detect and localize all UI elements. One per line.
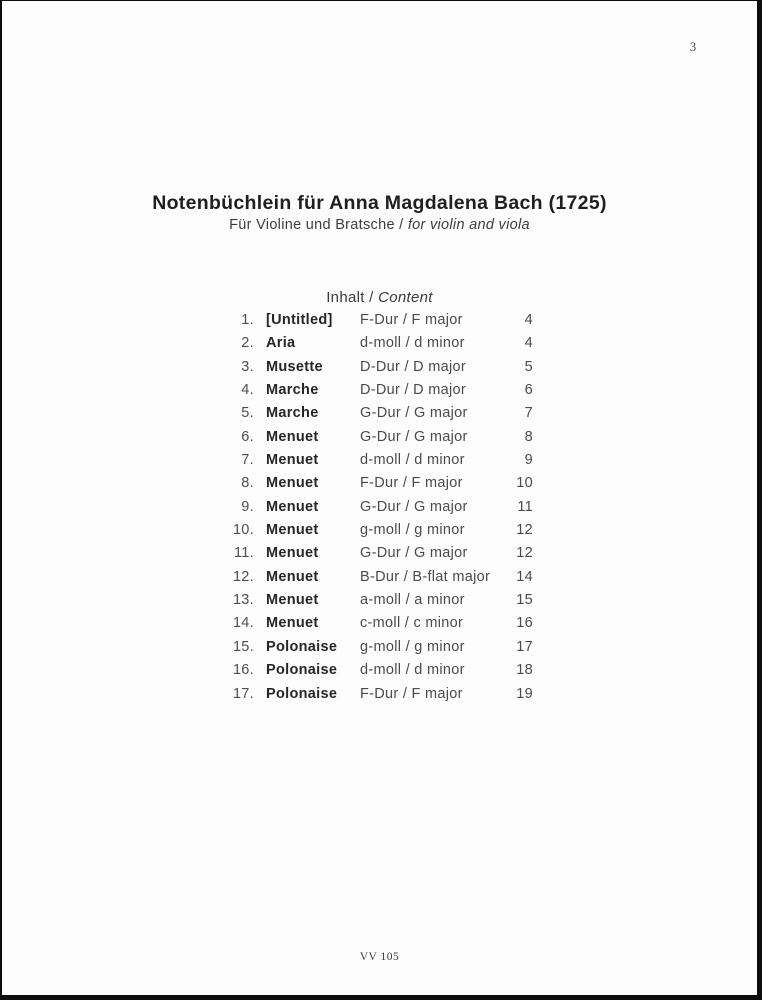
- row-page-number: 8: [524, 428, 533, 445]
- table-row: [2, 309, 757, 332]
- row-piece-title: Menuet: [266, 522, 319, 539]
- row-piece-title: Menuet: [266, 428, 319, 445]
- table-row: [2, 566, 757, 589]
- row-page-number: 18: [516, 662, 533, 679]
- row-number: 5.: [241, 405, 254, 422]
- row-page-number: 4: [524, 335, 533, 352]
- row-number: 9.: [241, 498, 254, 515]
- row-number: 11.: [234, 545, 254, 562]
- row-key: g-moll / g minor: [360, 522, 465, 539]
- row-page-number: 11: [517, 498, 533, 515]
- table-row: [2, 659, 757, 682]
- row-number: 12.: [232, 568, 254, 585]
- contents-table: [2, 309, 757, 706]
- row-key: d-moll / d minor: [360, 662, 465, 679]
- row-piece-title: Musette: [266, 358, 323, 375]
- contents-heading-german: Inhalt /: [326, 289, 379, 306]
- row-key: d-moll / d minor: [360, 452, 465, 469]
- row-piece-title: [Untitled]: [266, 312, 333, 328]
- row-page-number: 17: [516, 638, 533, 655]
- row-number: 1.: [241, 312, 254, 328]
- row-page-number: 6: [524, 382, 533, 399]
- publisher-plate-number: VV 105: [359, 951, 400, 963]
- row-key: a-moll / a minor: [360, 592, 465, 609]
- row-number: 7.: [241, 452, 254, 469]
- row-key: F-Dur / F major: [360, 475, 463, 492]
- row-key: g-moll / g minor: [360, 638, 465, 655]
- table-row: [2, 426, 757, 449]
- row-page-number: 12: [516, 545, 533, 562]
- row-page-number: 10: [516, 475, 533, 492]
- page-sheet: [2, 1, 757, 995]
- row-key: D-Dur / D major: [360, 358, 467, 375]
- row-piece-title: Menuet: [266, 545, 319, 562]
- row-key: D-Dur / D major: [360, 382, 467, 399]
- subtitle-german: Für Violine und Bratsche /: [229, 217, 408, 233]
- row-number: 3.: [241, 358, 254, 375]
- row-key: F-Dur / F major: [360, 312, 463, 328]
- row-key: d-moll / d minor: [360, 335, 465, 352]
- row-piece-title: Menuet: [266, 475, 319, 492]
- corner-page-number: 3: [689, 40, 697, 54]
- table-row: [2, 379, 757, 402]
- row-key: B-Dur / B-flat major: [360, 568, 491, 585]
- row-key: G-Dur / G major: [360, 545, 468, 562]
- row-number: 4.: [241, 382, 254, 399]
- document-title: Notenbüchlein für Anna Magdalena Bach (1725): [152, 192, 607, 214]
- row-piece-title: Menuet: [266, 452, 319, 469]
- row-number: 17.: [232, 685, 254, 702]
- row-piece-title: Marche: [266, 382, 319, 399]
- row-key: G-Dur / G major: [360, 405, 468, 422]
- row-piece-title: Polonaise: [266, 638, 338, 655]
- row-page-number: 16: [516, 615, 533, 632]
- row-piece-title: Menuet: [266, 498, 319, 515]
- row-piece-title: Menuet: [266, 568, 319, 585]
- row-piece-title: Menuet: [266, 615, 319, 632]
- row-number: 16.: [232, 662, 254, 679]
- table-row: [2, 356, 757, 379]
- table-row: [2, 519, 757, 542]
- row-key: c-moll / c minor: [360, 615, 464, 632]
- row-piece-title: Polonaise: [266, 662, 338, 679]
- row-number: 10.: [232, 522, 254, 539]
- row-piece-title: Aria: [266, 335, 296, 352]
- row-piece-title: Marche: [266, 405, 319, 422]
- row-number: 13.: [232, 592, 254, 609]
- row-number: 8.: [241, 475, 254, 492]
- row-key: F-Dur / F major: [360, 685, 463, 702]
- row-page-number: 9: [524, 452, 533, 469]
- table-row: [2, 472, 757, 495]
- row-key: G-Dur / G major: [360, 498, 468, 515]
- row-page-number: 19: [516, 685, 533, 702]
- row-number: 15.: [232, 638, 254, 655]
- row-page-number: 4: [524, 312, 533, 328]
- row-page-number: 7: [524, 405, 533, 422]
- table-row: [2, 612, 757, 635]
- table-row: [2, 683, 757, 706]
- row-key: G-Dur / G major: [360, 428, 468, 445]
- row-page-number: 14: [516, 568, 533, 585]
- row-number: 14.: [232, 615, 254, 632]
- row-number: 2.: [241, 335, 254, 352]
- table-row: [2, 542, 757, 565]
- contents-heading: [2, 289, 757, 306]
- table-row: [2, 589, 757, 612]
- row-page-number: 15: [516, 592, 533, 609]
- contents-heading-english: Content: [378, 289, 433, 306]
- table-row: [2, 402, 757, 425]
- subtitle-english: for violin and viola: [407, 217, 530, 233]
- row-number: 6.: [241, 428, 254, 445]
- table-row: [2, 449, 757, 472]
- row-piece-title: Menuet: [266, 592, 319, 609]
- row-page-number: 5: [524, 358, 533, 375]
- table-row: [2, 636, 757, 659]
- table-row: [2, 496, 757, 519]
- table-row: [2, 332, 757, 355]
- row-page-number: 12: [516, 522, 533, 539]
- document-subtitle: [2, 217, 757, 233]
- row-piece-title: Polonaise: [266, 685, 338, 702]
